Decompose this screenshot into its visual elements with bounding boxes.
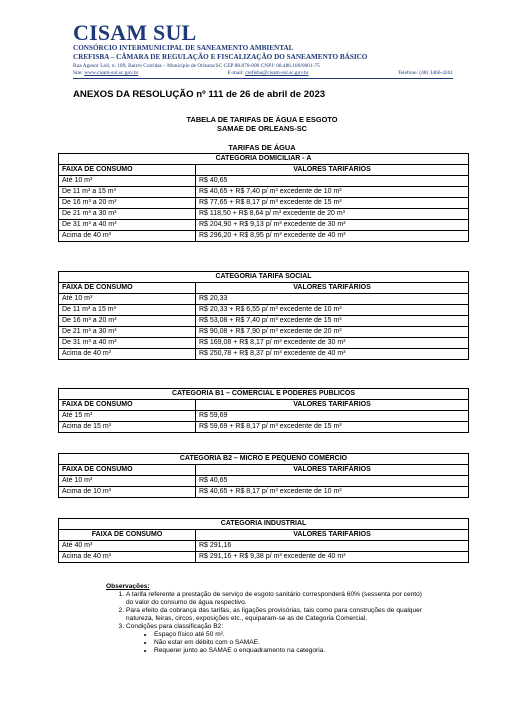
valor-cell: R$ 118,50 + R$ 8,64 p/ m³ excedente de 20 m³ (196, 209, 469, 220)
faixa-cell: Até 10 m³ (59, 176, 196, 187)
valor-cell: R$ 59,69 + R$ 8,17 p/ m³ excedente de 15 m³ (196, 422, 469, 433)
table-row (59, 552, 469, 563)
observations-title: Observações: (106, 583, 150, 590)
list-item-text: Condições para classificação B2: (126, 623, 224, 630)
faixa-cell: Acima de 40 m³ (59, 349, 196, 360)
table-b1-comercial (58, 388, 469, 433)
faixa-cell: De 16 m³ a 20 m³ (59, 198, 196, 209)
table-tarifa-social (58, 271, 469, 360)
faixa-cell: De 31 m³ a 40 m³ (59, 220, 196, 231)
list-item: • Espaço físico até 50 m². (154, 631, 422, 639)
valor-cell: R$ 204,90 + R$ 9,13 p/ m³ excedente de 30 m³ (196, 220, 469, 231)
table-row (59, 487, 469, 498)
list-item: • Requerer junto ao SAMAE o enquadramento na categoria. (154, 647, 422, 655)
category-header: CATEGORIA INDUSTRIAL (59, 519, 469, 530)
site-label: Site: (73, 70, 83, 76)
table-row (59, 231, 469, 242)
table-industrial (58, 518, 469, 563)
faixa-cell: De 21 m³ a 30 m³ (59, 327, 196, 338)
faixa-cell: De 21 m³ a 30 m³ (59, 209, 196, 220)
table-subtitle: SAMAE DE ORLEANS-SC (217, 124, 307, 133)
valor-cell: R$ 40,65 + R$ 7,40 p/ m³ excedente de 10 m³ (196, 187, 469, 198)
valor-cell: R$ 77,65 + R$ 8,17 p/ m³ excedente de 15 m³ (196, 198, 469, 209)
table-row (59, 198, 469, 209)
col-valores: VALORES TARIFÁRIOS (196, 530, 469, 541)
table-row (59, 316, 469, 327)
category-header: CATEGORIA B2 – MICRO E PEQUENO COMÉRCIO (59, 454, 469, 465)
table-row (59, 338, 469, 349)
address-line: Rua Agenor Loli, n. 189, Bairro Corridas – Município de Orleans/SC CEP 88.870-000 CNPJ: 08.486.180/0001-75 (73, 63, 320, 69)
category-header: CATEGORIA TARIFA SOCIAL (59, 272, 469, 283)
valor-cell: R$ 169,08 + R$ 8,17 p/ m³ excedente de 30 m³ (196, 338, 469, 349)
col-faixa: FAIXA DE CONSUMO (59, 530, 196, 541)
table-row (59, 327, 469, 338)
table-row (59, 305, 469, 316)
contact-line (73, 70, 453, 76)
valor-cell: R$ 53,08 + R$ 7,40 p/ m³ excedente de 15 m³ (196, 316, 469, 327)
table-row (59, 422, 469, 433)
chamber-name: CREFISBA – CÂMARA DE REGULAÇÃO E FISCALIZAÇÃO DO SANEAMENTO BÁSICO (73, 53, 368, 61)
phone-text: Telefone: (48) 3466-4261 (397, 70, 453, 76)
list-item: • Não estar em débito com o SAMAE. (154, 639, 422, 647)
valor-cell: R$ 40,65 (196, 176, 469, 187)
consortium-name: CONSÓRCIO INTERMUNICIPAL DE SANEAMENTO AMBIENTAL (73, 44, 294, 52)
table-row (59, 411, 469, 422)
col-valores: VALORES TARIFÁRIOS (196, 400, 469, 411)
email-link[interactable]: crefisba@cisam-sul.sc.gov.br (245, 70, 309, 76)
site-link[interactable]: www.cisam-sul.sc.gov.br (84, 70, 139, 76)
list-item: 2. Para efeito da cobrança das tarifas, as ligações provisórias, tais como para construções de qualquer natureza, feiras, circos, exposições etc., equiparam-se as de Categoria Comercial. (126, 607, 422, 623)
col-valores: VALORES TARIFÁRIOS (196, 465, 469, 476)
table-title: TABELA DE TARIFAS DE ÁGUA E ESGOTO (186, 115, 338, 124)
col-faixa: FAIXA DE CONSUMO (59, 283, 196, 294)
category-header: CATEGORIA B1 – COMERCIAL E PODERES PÚBLICOS (59, 389, 469, 400)
col-faixa: FAIXA DE CONSUMO (59, 165, 196, 176)
organization-title: CISAM SUL (73, 20, 197, 45)
table-row (59, 541, 469, 552)
col-valores: VALORES TARIFÁRIOS (196, 283, 469, 294)
valor-cell: R$ 296,20 + R$ 8,95 p/ m³ excedente de 40 m³ (196, 231, 469, 242)
email-group (228, 70, 309, 76)
valor-cell: R$ 20,33 + R$ 6,55 p/ m³ excedente de 10 m³ (196, 305, 469, 316)
table-row (59, 187, 469, 198)
valor-cell: R$ 20,33 (196, 294, 469, 305)
faixa-cell: Acima de 40 m³ (59, 552, 196, 563)
faixa-cell: De 11 m³ a 15 m³ (59, 305, 196, 316)
faixa-cell: De 16 m³ a 20 m³ (59, 316, 196, 327)
valor-cell: R$ 40,65 + R$ 8,17 p/ m³ excedente de 10 m³ (196, 487, 469, 498)
b2-conditions-list (126, 631, 422, 655)
site-group (73, 70, 138, 76)
header-divider (73, 78, 453, 79)
list-item (126, 623, 422, 655)
col-faixa: FAIXA DE CONSUMO (59, 465, 196, 476)
faixa-cell: Até 10 m³ (59, 294, 196, 305)
valor-cell: R$ 90,08 + R$ 7,90 p/ m³ excedente de 20 m³ (196, 327, 469, 338)
category-header: CATEGORIA DOMICILIAR - A (59, 154, 469, 165)
col-valores: VALORES TARIFÁRIOS (196, 165, 469, 176)
valor-cell: R$ 59,69 (196, 411, 469, 422)
observations-list (106, 591, 422, 655)
faixa-cell: Até 10 m³ (59, 476, 196, 487)
table-row (59, 176, 469, 187)
faixa-cell: Até 15 m³ (59, 411, 196, 422)
table-row (59, 209, 469, 220)
list-item: 1. A tarifa referente a prestação de serviço de esgoto sanitário corresponderá 60% (sessenta por cento) do valor do consumo de água respectivo. (126, 591, 422, 607)
valor-cell: R$ 250,78 + R$ 8,37 p/ m³ excedente de 40 m³ (196, 349, 469, 360)
faixa-cell: Acima de 15 m³ (59, 422, 196, 433)
valor-cell: R$ 291,16 + R$ 9,38 p/ m³ excedente de 40 m³ (196, 552, 469, 563)
faixa-cell: De 11 m³ a 15 m³ (59, 187, 196, 198)
faixa-cell: Acima de 40 m³ (59, 231, 196, 242)
table-domiciliar (58, 153, 469, 242)
section-title: TARIFAS DE ÁGUA (228, 143, 296, 152)
observations (106, 583, 422, 655)
col-faixa: FAIXA DE CONSUMO (59, 400, 196, 411)
table-row (59, 476, 469, 487)
table-row (59, 220, 469, 231)
table-b2-micro-comercio (58, 453, 469, 498)
faixa-cell: Até 40 m³ (59, 541, 196, 552)
table-row (59, 349, 469, 360)
annex-title: ANEXOS DA RESOLUÇÃO nº 111 de 26 de abril de 2023 (73, 89, 326, 100)
valor-cell: R$ 291,16 (196, 541, 469, 552)
valor-cell: R$ 40,65 (196, 476, 469, 487)
faixa-cell: Acima de 10 m³ (59, 487, 196, 498)
faixa-cell: De 31 m³ a 40 m³ (59, 338, 196, 349)
table-row (59, 294, 469, 305)
email-label: E-mail: (227, 70, 244, 76)
